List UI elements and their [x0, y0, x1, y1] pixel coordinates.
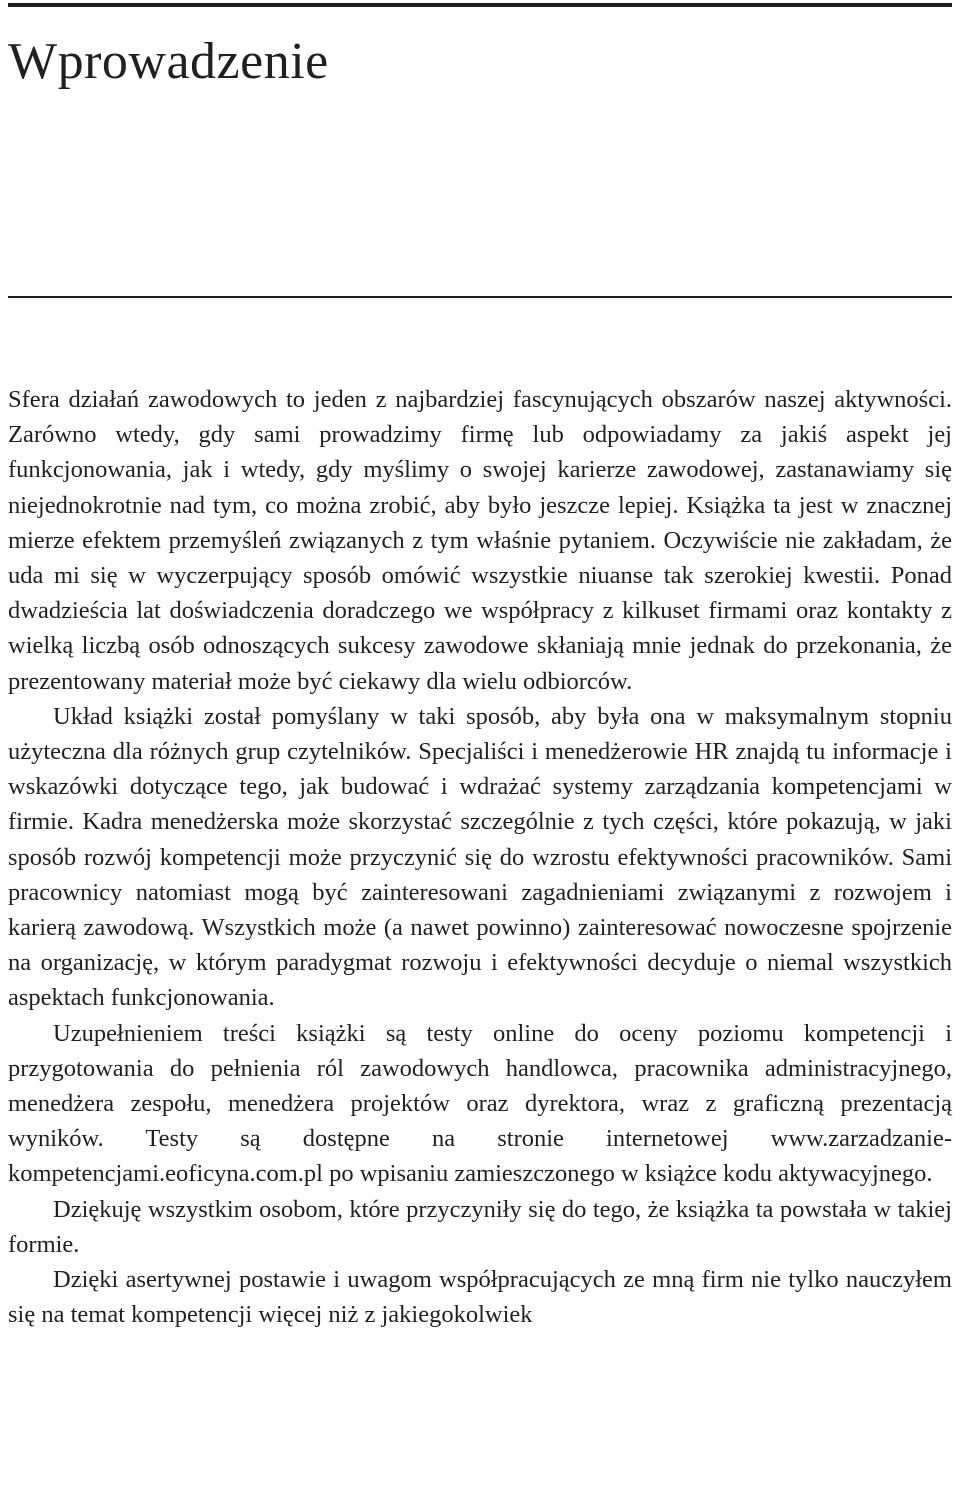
title-divider [8, 296, 952, 298]
paragraph-online-tests: Uzupełnieniem treści książki są testy online do oceny poziomu kompetencji i przygotowania do pełnienia ról zawodowych handlowca, pracownika administracyjnego, menedżera zespołu, menedżera projektów oraz dyrektora, wraz z graficzną prezentacją wyników. Testy są dostępne na stronie internetowej www.zarzadzanie-kompetencjami.eoficyna.com.pl po wpisaniu zamieszczonego w książce kodu aktywacyjnego. [8, 1019, 952, 1188]
body-text [8, 382, 952, 1332]
paragraph-structure: Układ książki został pomyślany w taki sposób, aby była ona w maksymalnym stopniu użyteczna dla różnych grup czytelników. Specjaliści i menedżerowie HR znajdą tu informacje i wskazówki dotyczące tego, jak budować i wdrażać systemy zarządzania kompetencjami w firmie. Kadra menedżerska może skorzystać szczególnie z tych części, które pokazują, w jaki sposób rozwój kompetencji może przyczynić się do wzrostu efektywności pracowników. Sami pracownicy natomiast mogą być zainteresowani zagadnieniami związanymi z rozwojem i karierą zawodową. Wszystkich może (a nawet powinno) zainteresować nowoczesne spojrzenie na organizację, w którym paradygmat rozwoju i efektywności decyduje o niemal wszystkich aspektach funkcjonowania. [8, 702, 952, 1012]
paragraph-assertive: Dzięki asertywnej postawie i uwagom współpracujących ze mną firm nie tylko nauczyłem się na temat kompetencji więcej niż z jakiegokolwiek [8, 1266, 952, 1329]
paragraph-intro: Sfera działań zawodowych to jeden z najbardziej fascynujących obszarów naszej aktywności. Zarówno wtedy, gdy sami prowadzimy firmę lub odpowiadamy za jakiś aspekt jej funkcjonowania, jak i wtedy, gdy myślimy o swojej karierze zawodowej, zastanawiamy się niejednokrotnie nad tym, co można zrobić, aby było jeszcze lepiej. Książka ta jest w znacznej mierze efektem przemyśleń związanych z tym właśnie pytaniem. Oczywiście nie zakładam, że uda mi się w wyczerpujący sposób omówić wszystkie niuanse tak szerokiej kwestii. Ponad dwadzieścia lat doświadczenia doradczego we współpracy z kilkuset firmami oraz kontakty z wielką liczbą osób odnoszących sukcesy zawodowe skłaniają mnie jednak do przekonania, że prezentowany materiał może być ciekawy dla wielu odbiorców. [8, 386, 952, 695]
paragraph-thanks: Dziękuję wszystkim osobom, które przyczyniły się do tego, że książka ta powstała w takiej formie. [8, 1195, 952, 1258]
top-rule [8, 3, 952, 7]
chapter-title: Wprowadzenie [8, 33, 329, 90]
